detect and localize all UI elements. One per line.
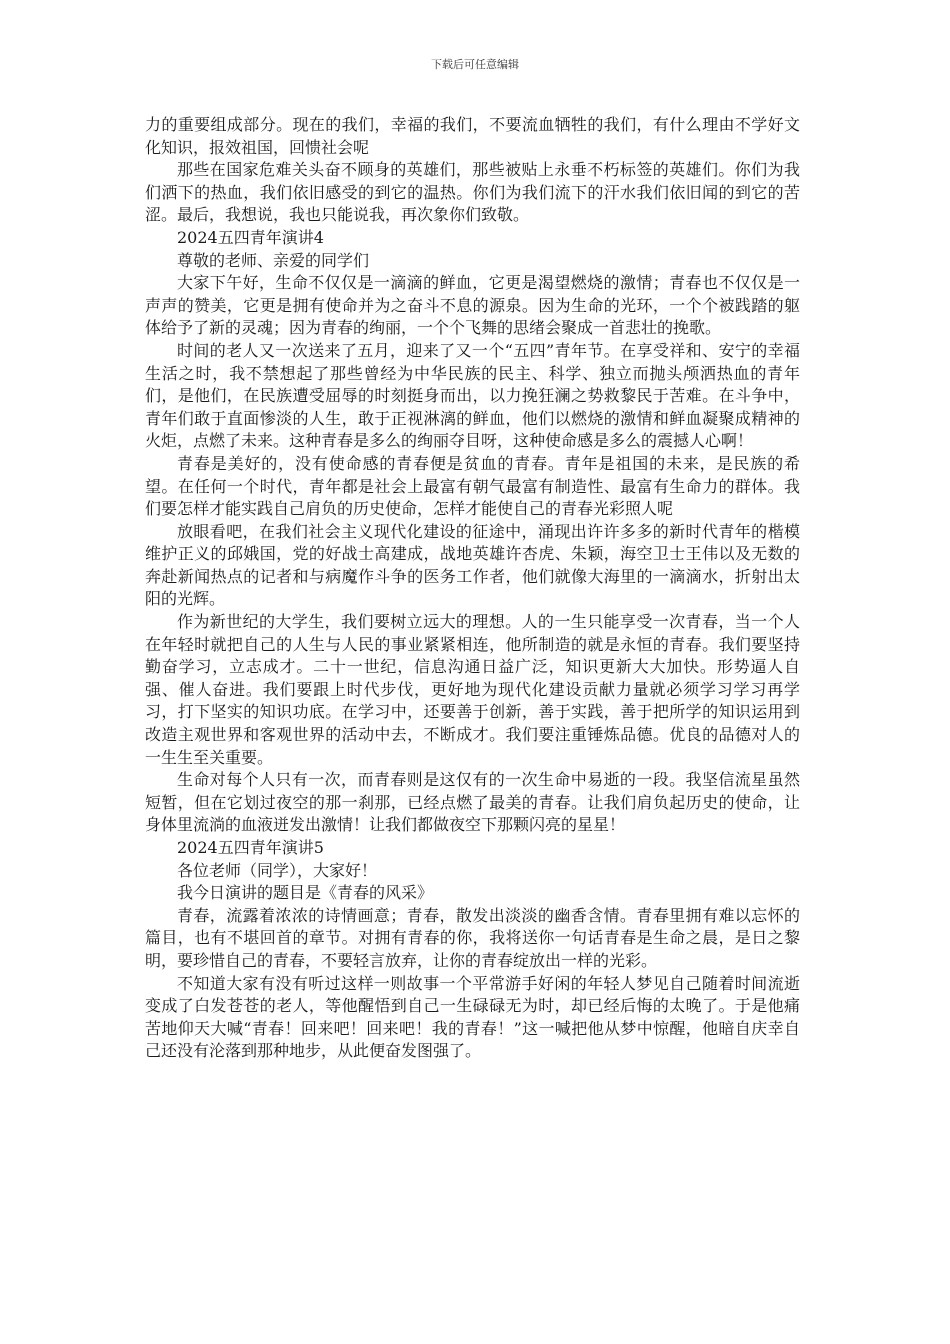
paragraph: 大家下午好，生命不仅仅是一滴滴的鲜血，它更是渴望燃烧的激情；青春也不仅仅是一声声的赞美，它更是拥有使命并为之奋斗不息的源泉。因为生命的光环，一个个被践踏的躯体给予了新的灵魂；因为青春的绚丽，一个个飞舞的思绪会聚成一首悲壮的挽歌。 (145, 273, 800, 338)
salutation: 各位老师（同学），大家好！ (177, 860, 378, 880)
paragraph: 青春，流露着浓浓的诗情画意；青春，散发出淡淡的幽香含情。青春里拥有难以忘怀的篇目，也有不堪回首的章节。对拥有青春的你，我将送你一句话青春是生命之晨，是日之黎明，要珍惜自己的青春，不要轻言放弃，让你的青春绽放出一样的光彩。 (145, 905, 800, 970)
paragraph: 那些在国家危难关头奋不顾身的英雄们，那些被贴上永垂不朽标签的英雄们。你们为我们洒下的热血，我们依旧感受的到它的温热。你们为我们流下的汗水我们依旧闻的到它的苦涩。最后，我想说，我也只能说我，再次象你们致敬。 (145, 160, 800, 225)
page-header: 下载后可任意编辑 (431, 58, 519, 71)
paragraph: 青春是美好的，没有使命感的青春便是贫血的青春。青年是祖国的未来，是民族的希望。在任何一个时代，青年都是社会上最富有朝气最富有制造性、最富有生命力的群体。我们要怎样才能实践自己肩负的历史使命，怎样才能使自己的青春光彩照人呢 (145, 453, 800, 519)
salutation: 尊敬的老师、亲爱的同学们 (177, 250, 370, 270)
paragraph: 力的重要组成部分。现在的我们，幸福的我们，不要流血牺牲的我们，有什么理由不学好文化知识，报效祖国，回愦社会呢 (145, 115, 800, 157)
section-heading: 2024五四青年演讲4 (177, 227, 324, 247)
section-heading: 2024五四青年演讲5 (177, 838, 324, 857)
paragraph: 时间的老人又一次送来了五月，迎来了又一个“五四”青年节。在享受祥和、安宁的幸福生活之时，我不禁想起了那些曾经为中华民族的民主、科学、独立而抛头颅洒热血的青年们，是他们，在民族遭受屈辱的时刻挺身而出，以力挽狂澜之势救黎民于苦难。在斗争中，青年们敢于直面惨淡的人生，敢于正视淋漓的鲜血，他们以燃烧的激情和鲜血凝聚成精神的火炬，点燃了未来。这种青春是多么的绚丽夺目呀，这种使命感是多么的震撼人心啊！ (145, 340, 800, 451)
paragraph: 不知道大家有没有听过这样一则故事一个平常游手好闲的年轻人梦见自己随着时间流逝变成了白发苍苍的老人，等他醒悟到自己一生碌碌无为时，却已经后悔的太晚了。于是他痛苦地仰天大喊“青春！回来吧！回来吧！我的青春！”这一喊把他从梦中惊醒，他暗自庆幸自己还没有沦落到那种地步，从此便奋发图强了。 (145, 973, 800, 1061)
paragraph: 我今日演讲的题目是《青春的风采》 (177, 883, 434, 903)
paragraph: 生命对每个人只有一次，而青春则是这仅有的一次生命中易逝的一段。我坚信流星虽然短暂，但在它划过夜空的那一刹那，已经点燃了最美的青春。让我们肩负起历史的使命，让身体里流淌的血液迸发出激情！让我们都做夜空下那颗闪亮的星星！ (145, 770, 800, 835)
document-body (145, 114, 800, 1063)
paragraph: 放眼看吧，在我们社会主义现代化建设的征途中，涌现出许许多多的新时代青年的楷模维护正义的邱娥国，党的好战士高建成，战地英雄许杏虎、朱颖，海空卫士王伟以及无数的奔赴新闻热点的记者和与病魔作斗争的医务工作者，他们就像大海里的一滴滴水，折射出太阳的光辉。 (145, 521, 800, 609)
paragraph: 作为新世纪的大学生，我们要树立远大的理想。人的一生只能享受一次青春，当一个人在年轻时就把自己的人生与人民的事业紧紧相连，他所制造的就是永恒的青春。我们要坚持勤奋学习，立志成才。二十一世纪，信息沟通日益广泛，知识更新大大加快。形势逼人自强、催人奋进。我们要跟上时代步伐，更好地为现代化建设贡献力量就必须学习学习再学习，打下坚实的知识功底。在学习中，还要善于创新，善于实践，善于把所学的知识运用到改造主观世界和客观世界的活动中去，不断成才。我们要注重锤炼品德。优良的品德对人的一生生至关重要。 (145, 612, 800, 767)
